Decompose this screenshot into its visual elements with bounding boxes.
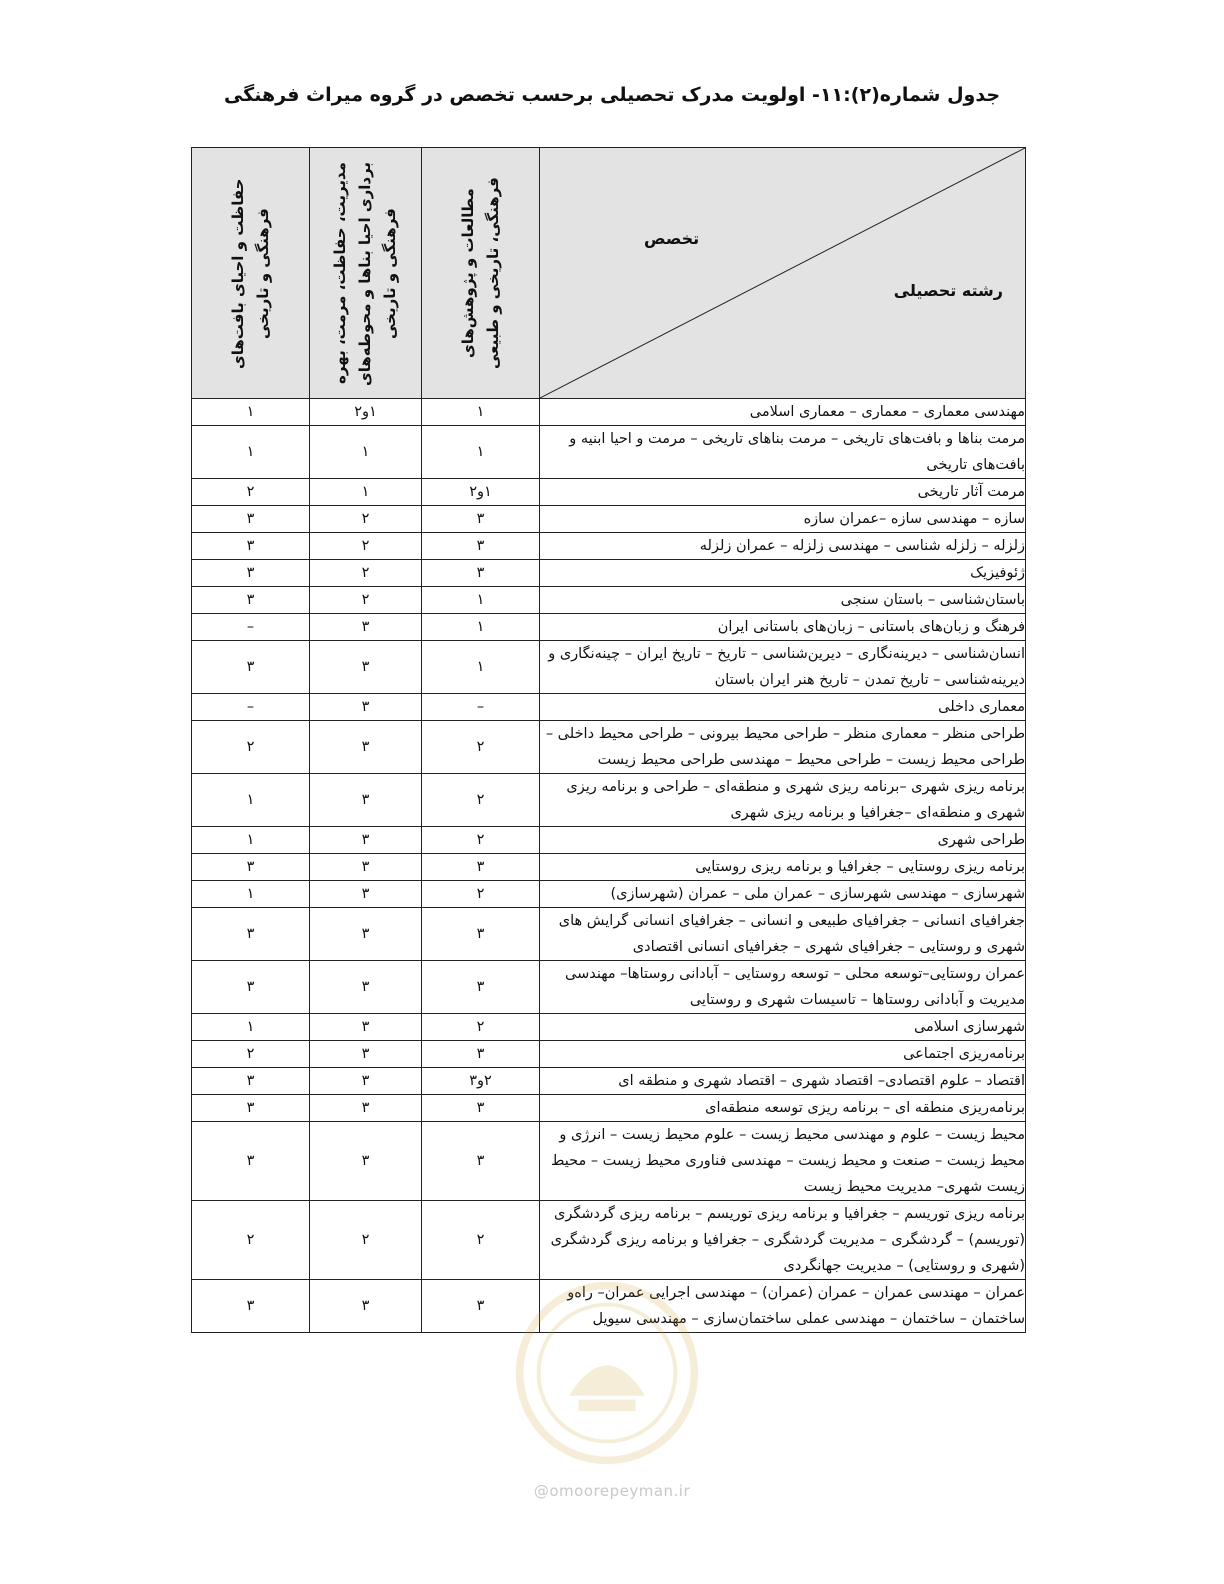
priority-conservation-cell: ۳: [192, 587, 310, 614]
field-of-study-cell: عمران روستایی–توسعه محلی – توسعه روستایی – آبادانی روستاها– مهندسی مدیریت و آبادانی روستاها – تاسیسات شهری و روستایی: [540, 961, 1026, 1014]
priority-conservation-cell: ۳: [192, 854, 310, 881]
column-header-management: مدیریت، حفاظت، مرمت، بهره برداری احیا بناها و محوطه‌های فرهنگی و تاریخی: [310, 148, 422, 399]
priority-management-cell: ۲: [310, 560, 422, 587]
priority-research-cell: ۳: [422, 1041, 540, 1068]
field-of-study-cell: طراحی منظر – معماری منظر – طراحی محیط بیرونی – طراحی محیط داخلی – طراحی محیط زیست – طراحی محیط – مهندسی طراحی محیط زیست: [540, 721, 1026, 774]
priority-management-cell: ۳: [310, 1041, 422, 1068]
field-of-study-cell: برنامه‌ریزی منطقه ای – برنامه ریزی توسعه منطقه‌ای: [540, 1095, 1026, 1122]
field-of-study-cell: برنامه‌ریزی اجتماعی: [540, 1041, 1026, 1068]
priority-management-cell: ۳: [310, 1095, 422, 1122]
table-body: [192, 399, 1026, 1333]
field-of-study-cell: شهرسازی اسلامی: [540, 1014, 1026, 1041]
table-row: [192, 694, 1026, 721]
priority-management-cell: ۳: [310, 827, 422, 854]
priority-research-cell: ۱: [422, 399, 540, 426]
table-row: [192, 1122, 1026, 1201]
field-of-study-cell: محیط زیست – علوم و مهندسی محیط زیست – علوم محیط زیست – انرژی و محیط زیست – صنعت و محیط زیست – مهندسی فناوری محیط زیست – محیط زیست شهری– مدیریت محیط زیست: [540, 1122, 1026, 1201]
priority-management-cell: ۳: [310, 854, 422, 881]
priority-management-cell: ۲: [310, 1201, 422, 1280]
priority-management-cell: ۳: [310, 694, 422, 721]
priority-management-cell: ۱: [310, 426, 422, 479]
priority-research-cell: ۱: [422, 641, 540, 694]
priority-conservation-cell: ۱: [192, 1014, 310, 1041]
priority-conservation-cell: ۳: [192, 1068, 310, 1095]
priority-research-cell: ۳: [422, 1122, 540, 1201]
field-of-study-cell: شهرسازی – مهندسی شهرسازی – عمران ملی – عمران (شهرسازی): [540, 881, 1026, 908]
priority-conservation-cell: ۳: [192, 961, 310, 1014]
field-of-study-cell: انسان‌شناسی – دیرینه‌نگاری – دیرین‌شناسی – تاریخ – تاریخ ایران – چینه‌نگاری و دیرینه‌شناسی – تاریخ تمدن – تاریخ هنر ایران باستان: [540, 641, 1026, 694]
field-of-study-cell: مرمت بناها و بافت‌های تاریخی – مرمت بناهای تاریخی – مرمت و احیا ابنیه و بافت‌های تاریخی: [540, 426, 1026, 479]
table-row: [192, 961, 1026, 1014]
field-of-study-cell: زلزله – زلزله شناسی – مهندسی زلزله – عمران زلزله: [540, 533, 1026, 560]
priority-research-cell: ۲: [422, 1014, 540, 1041]
priority-management-cell: ۲: [310, 587, 422, 614]
priority-research-cell: ۳: [422, 961, 540, 1014]
priority-research-cell: ۲: [422, 881, 540, 908]
priority-conservation-cell: ۲: [192, 1041, 310, 1068]
priority-research-cell: ۲: [422, 721, 540, 774]
priority-conservation-cell: ۳: [192, 506, 310, 533]
field-of-study-cell: عمران – مهندسی عمران – عمران (عمران) – مهندسی اجرایی عمران– راه‌و ساختمان – ساختمان – مهندسی عملی ساختمان‌سازی – مهندسی سیویل: [540, 1280, 1026, 1333]
priority-conservation-cell: ۳: [192, 908, 310, 961]
priority-research-cell: ۲: [422, 774, 540, 827]
priority-management-cell: ۳: [310, 1014, 422, 1041]
priority-conservation-cell: ۳: [192, 560, 310, 587]
table-row: [192, 587, 1026, 614]
priority-research-cell: ۳: [422, 560, 540, 587]
priority-management-cell: ۳: [310, 641, 422, 694]
field-of-study-cell: طراحی شهری: [540, 827, 1026, 854]
field-of-study-cell: جغرافیای انسانی – جغرافیای طبیعی و انسانی – جغرافیای انسانی گرایش های شهری و روستایی – جغرافیای شهری – جغرافیای انسانی اقتصادی: [540, 908, 1026, 961]
priority-conservation-cell: ۱: [192, 426, 310, 479]
priority-conservation-cell: ۲: [192, 479, 310, 506]
table-row: [192, 506, 1026, 533]
priority-conservation-cell: ۲: [192, 721, 310, 774]
table-row: [192, 721, 1026, 774]
priority-conservation-cell: ۱: [192, 881, 310, 908]
priority-conservation-cell: ۳: [192, 641, 310, 694]
priority-research-cell: ۳: [422, 908, 540, 961]
table-row: [192, 533, 1026, 560]
field-of-study-cell: برنامه ریزی شهری –برنامه ریزی شهری و منطقه‌ای – طراحی و برنامه ریزی شهری و منطقه‌ای –جغرافیا و برنامه ریزی شهری: [540, 774, 1026, 827]
priority-conservation-cell: –: [192, 614, 310, 641]
priority-management-cell: ۳: [310, 961, 422, 1014]
table-title: جدول شماره(۲):۱۱- اولویت مدرک تحصیلی برحسب تخصص در گروه میراث فرهنگی: [223, 84, 1001, 106]
priority-research-cell: ۳: [422, 506, 540, 533]
priority-conservation-cell: ۳: [192, 533, 310, 560]
field-of-study-cell: مهندسی معماری – معماری – معماری اسلامی: [540, 399, 1026, 426]
header-row: [192, 148, 1026, 399]
field-of-study-cell: باستان‌شناسی – باستان سنجی: [540, 587, 1026, 614]
field-of-study-cell: ژئوفیزیک: [540, 560, 1026, 587]
priority-research-cell: ۱: [422, 614, 540, 641]
table-row: [192, 881, 1026, 908]
priority-research-cell: ۱و۲: [422, 479, 540, 506]
field-of-study-cell: مرمت آثار تاریخی: [540, 479, 1026, 506]
priority-management-cell: ۲: [310, 533, 422, 560]
priority-research-cell: ۲: [422, 1201, 540, 1280]
priority-research-cell: ۳: [422, 854, 540, 881]
table-row: [192, 614, 1026, 641]
priority-management-cell: ۳: [310, 881, 422, 908]
field-of-study-cell: برنامه ریزی توریسم – جغرافیا و برنامه ریزی توریسم – برنامه ریزی گردشگری (توریسم) – گردشگری – مدیریت گردشگری – جغرافیا و برنامه ریزی گردشگری (شهری و روستایی) – مدیریت جهانگردی: [540, 1201, 1026, 1280]
priority-management-cell: ۳: [310, 908, 422, 961]
priority-management-cell: ۳: [310, 1280, 422, 1333]
priority-research-cell: ۳: [422, 1280, 540, 1333]
priority-management-cell: ۱و۲: [310, 399, 422, 426]
priority-management-cell: ۱: [310, 479, 422, 506]
priority-management-cell: ۳: [310, 721, 422, 774]
priority-conservation-cell: ۳: [192, 1122, 310, 1201]
priority-research-cell: –: [422, 694, 540, 721]
priority-research-cell: ۱: [422, 426, 540, 479]
table-row: [192, 1280, 1026, 1333]
table-row: [192, 774, 1026, 827]
priority-management-cell: ۳: [310, 1122, 422, 1201]
table-row: [192, 1201, 1026, 1280]
priority-management-cell: ۲: [310, 506, 422, 533]
priority-research-cell: ۲: [422, 827, 540, 854]
table-row: [192, 479, 1026, 506]
field-of-study-cell: سازه – مهندسی سازه –عمران سازه: [540, 506, 1026, 533]
priority-research-cell: ۲و۳: [422, 1068, 540, 1095]
field-of-study-cell: فرهنگ و زبان‌های باستانی – زبان‌های باستانی ایران: [540, 614, 1026, 641]
priority-research-cell: ۳: [422, 533, 540, 560]
column-header-conservation: حفاظت و احیای بافت‌های فرهنگی و تاریخی: [192, 148, 310, 399]
table-row: [192, 399, 1026, 426]
corner-header-cell: [540, 148, 1026, 399]
column-header-research: مطالعات و پژوهش‌های فرهنگی، تاریخی و طبیعی: [422, 148, 540, 399]
specialty-label: تخصص: [644, 229, 700, 248]
priority-table: [191, 147, 1026, 1333]
priority-conservation-cell: ۳: [192, 1280, 310, 1333]
priority-conservation-cell: ۱: [192, 399, 310, 426]
table-row: [192, 1095, 1026, 1122]
diagonal-divider: [540, 148, 1025, 398]
field-of-study-cell: اقتصاد – علوم اقتصادی– اقتصاد شهری – اقتصاد شهری و منطقه ای: [540, 1068, 1026, 1095]
priority-conservation-cell: ۲: [192, 1201, 310, 1280]
table-row: [192, 426, 1026, 479]
priority-management-cell: ۳: [310, 1068, 422, 1095]
field-of-study-cell: معماری داخلی: [540, 694, 1026, 721]
priority-research-cell: ۳: [422, 1095, 540, 1122]
table-row: [192, 908, 1026, 961]
table-row: [192, 1068, 1026, 1095]
priority-management-cell: ۳: [310, 774, 422, 827]
table-row: [192, 1041, 1026, 1068]
priority-conservation-cell: ۱: [192, 774, 310, 827]
table-row: [192, 854, 1026, 881]
table-row: [192, 641, 1026, 694]
table-row: [192, 1014, 1026, 1041]
table-row: [192, 560, 1026, 587]
priority-conservation-cell: –: [192, 694, 310, 721]
priority-conservation-cell: ۱: [192, 827, 310, 854]
priority-conservation-cell: ۳: [192, 1095, 310, 1122]
field-of-study-label: رشته تحصیلی: [893, 281, 1003, 300]
priority-management-cell: ۳: [310, 614, 422, 641]
footer-credit: @omoorepeyman.ir: [533, 1482, 691, 1500]
priority-research-cell: ۱: [422, 587, 540, 614]
field-of-study-cell: برنامه ریزی روستایی – جغرافیا و برنامه ریزی روستایی: [540, 854, 1026, 881]
table-row: [192, 827, 1026, 854]
